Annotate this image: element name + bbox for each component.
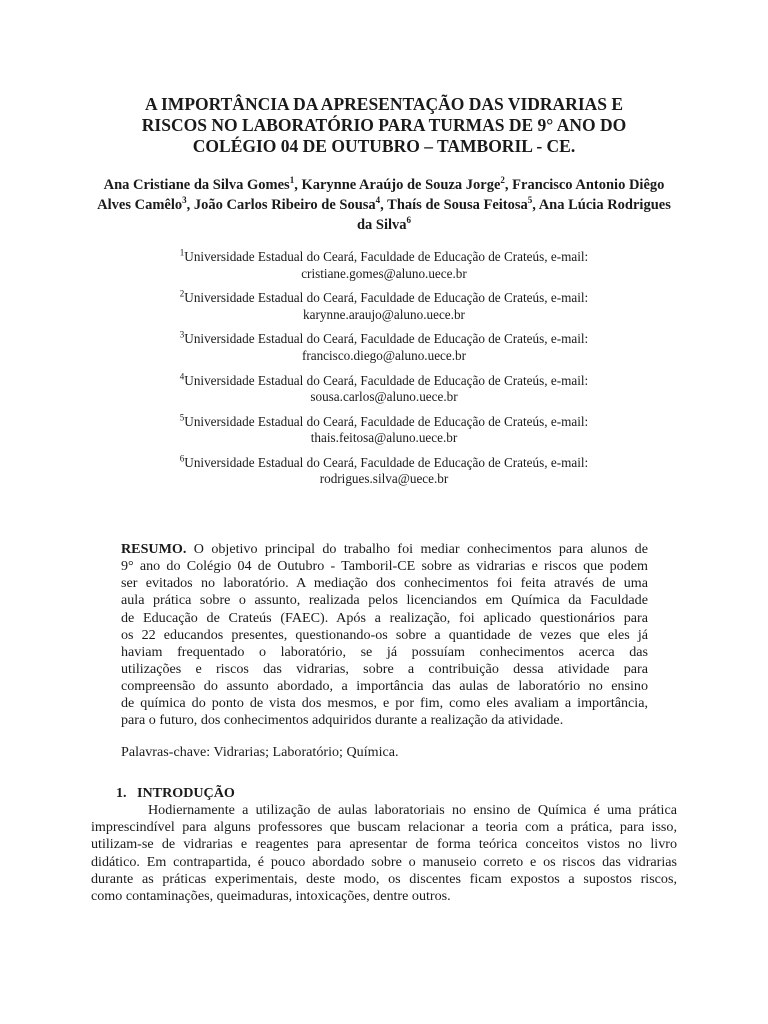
author-name: Ana Cristiane da Silva Gomes [103,177,290,193]
abstract-line: aula prática sobre o assunto, realizada pelos licenciandos em Química da Faculdade [121,592,648,609]
author-name: , Francisco Antonio Diêgo Alves Camêlo [97,177,665,213]
author-sup: 1 [289,175,295,186]
title-line: RISCOS NO LABORATÓRIO PARA TURMAS DE 9° ANO DO [141,115,627,135]
affiliation [130,290,638,323]
abstract-line: de Educação de Crateús (FAEC). Após a realização, foi aplicado questionários para [121,609,648,626]
paragraph-line: imprescindível para alguns professores que buscam relacionar a teoria com a prática, para isso, [91,819,677,836]
affiliation-list [130,249,638,496]
paragraph-line: Hodiernamente a utilização de aulas laboratoriais no ensino de Química é uma prática [148,802,677,818]
affiliation [130,455,638,488]
affiliation-institution: Universidade Estadual do Ceará, Faculdade de Educação de Crateús, e-mail: [184,413,589,429]
section-number: 1. [116,785,127,801]
abstract-line: compreensão do assunto abordado, a importância das aulas de laboratório no ensino [121,678,648,695]
abstract [121,541,648,730]
paragraph-line: durante as práticas experimentais, deste modo, os discentes ficam expostos a supostos riscos, [91,870,677,887]
affiliation [130,331,638,364]
section-heading [116,785,235,802]
paragraph-line: didático. Em contrapartida, é pouco abordado sobre o manuseio correto e os riscos das vidrarias [91,853,677,870]
affiliation-sup: 1 [179,247,185,258]
affiliation-sup: 4 [179,371,185,382]
author-sup: 6 [406,215,412,226]
abstract-line: ser evitados no laboratório. A mediação dos conhecimentos foi feita através de uma [121,575,648,592]
affiliation-institution: Universidade Estadual do Ceará, Faculdade de Educação de Crateús, e-mail: [184,249,589,264]
affiliation-institution: Universidade Estadual do Ceará, Faculdade de Educação de Crateús, e-mail: [184,372,589,388]
abstract-label: RESUMO. [121,541,187,557]
abstract-line: para o futuro, dos conhecimentos adquiridos durante a realização da atividade. [121,712,564,729]
affiliation-email: sousa.carlos@aluno.uece.br [310,389,458,405]
affiliation-email: cristiane.gomes@aluno.uece.br [301,265,467,281]
author-name: , Ana Lúcia Rodrigues da Silva [356,197,671,233]
affiliation-email: thais.feitosa@aluno.uece.br [310,430,458,446]
affiliation-sup: 3 [179,329,185,340]
author-name: , Karynne Araújo de Souza Jorge [294,177,501,193]
affiliation [130,249,638,282]
introduction-paragraph [91,802,677,905]
title-line: A IMPORTÂNCIA DA APRESENTAÇÃO DAS VIDRARIAS E [144,94,624,114]
affiliation-email: francisco.diego@aluno.uece.br [301,347,467,363]
affiliation-institution: Universidade Estadual do Ceará, Faculdade de Educação de Crateús, e-mail: [184,454,589,470]
affiliation-email: rodrigues.silva@uece.br [319,471,449,487]
abstract-text: O objetivo principal do trabalho foi mediar conhecimentos para alunos de [186,541,648,557]
affiliation-sup: 5 [179,412,185,423]
keywords: Palavras-chave: Vidrarias; Laboratório; Química. [121,744,399,760]
abstract-line: 9° ano do Colégio 04 de Outubro - Tamboril-CE sobre as vidrarias e riscos que podem [121,558,648,575]
abstract-line: utilizações e riscos das vidrarias, sobre a contribuição dessa atividade para [121,660,648,677]
paragraph-line: utilizam-se de vidrarias e reagentes para apresentar de forma teórica conceitos vistos no livro [91,836,677,853]
affiliation [130,414,638,447]
author-list [95,175,673,235]
affiliation-sup: 6 [179,453,185,464]
section-title: INTRODUÇÃO [137,785,235,801]
affiliation-sup: 2 [179,288,185,299]
author-sup: 4 [375,195,381,206]
author-sup: 2 [500,175,505,186]
paper-title [90,94,678,157]
author-sup: 3 [182,195,187,206]
author-name: , João Carlos Ribeiro de Sousa [186,197,376,213]
affiliation-institution: Universidade Estadual do Ceará, Faculdade de Educação de Crateús, e-mail: [184,331,589,347]
affiliation-institution: Universidade Estadual do Ceará, Faculdade de Educação de Crateús, e-mail: [184,290,589,306]
affiliation-email: karynne.araujo@aluno.uece.br [303,306,465,322]
abstract-line: de química do ponto de vista dos mesmos, e por fim, como eles avaliam a importância, [121,695,648,712]
author-sup: 5 [527,195,533,206]
abstract-line: os 22 educandos presentes, questionando-os sobre a quantidade de vezes que eles já [121,626,648,643]
title-line: COLÉGIO 04 DE OUTUBRO – TAMBORIL - CE. [192,136,576,156]
abstract-line: haviam frequentado o laboratório, se já possuíam conhecimentos acerca das [121,643,648,660]
paragraph-line: como contaminações, queimaduras, intoxicações, dentre outros. [91,887,451,904]
affiliation [130,373,638,406]
abstract-line [121,541,648,558]
author-name: , Thaís de Sousa Feitosa [380,197,528,213]
